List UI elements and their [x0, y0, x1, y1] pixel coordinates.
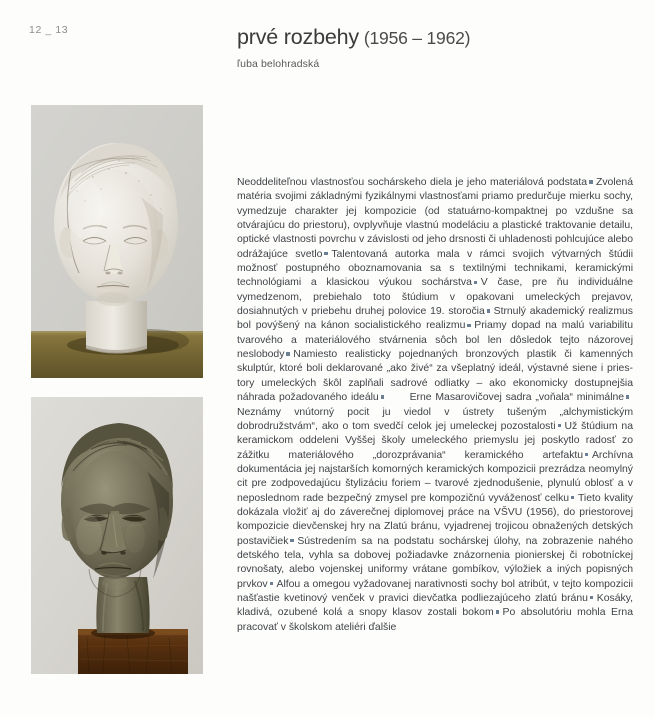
figure-bronze-head [31, 397, 203, 674]
sentence-separator-icon [487, 309, 490, 312]
sentence-separator-icon [381, 395, 384, 398]
sentence: Neoddeliteľnou vlastnosťou sochárskeho diela je jeho materiálová podstata [237, 177, 588, 188]
chapter-title-line [237, 27, 637, 49]
sentence: Sústredením sa na podstatu sochárskej úlohy, na zobrazenie nahého detského tela, vyhla sa dobovej požiadavke znázornenia pionierskej či robotníckej rovnošaty, alebo vojenskej uniformy vrátane gombíkov, výložiek a iných popisných prvkov [237, 535, 633, 590]
sentence: Alfou a omegou vyžadovanej narativnosti sochy bol atribút, v tejto kompozicii našťastie kvetinový venček v pravici dievčatka podliezajúceho zlatú bránu [237, 578, 633, 604]
chapter-author: ľuba belohradská [237, 57, 320, 70]
sentence-separator-icon [496, 610, 499, 613]
sentence: Namiesto realisticky pojednaných bronzových plastik či kamenných skulptúr, ktoré boli deklarované „ako živé“ za všeplatný ideál, výstavné siene i priestory umeleckých škôl zaplňali sadrové odliatky – ako ekonomicky dostupnejšia náhrada požadovaného ideálu [237, 349, 633, 404]
sentence-separator-icon [474, 281, 477, 284]
sentence: Po absolutóriu mohla Erna pracovať v školskom ateliéri ďalšie [237, 607, 633, 633]
page-header [237, 27, 637, 70]
chapter-years: (1956 – 1962) [363, 28, 471, 48]
sentence: Zvolená matéria svojimi základnými fyzikálnymi vlastnosťami priamo predurčuje mierku sochy, vymedzuje charakter jej kompozicie (od statuárno-kompaktnej po vzdušne sa otvárajúcu do priestoru), ovplyvňuje vlastnú modeláciu a plastické traktovanie detailu, optické vlastnosti povrchu v závislosti od jeho drsnosti či uhladenosti pohlcujúce alebo odrážajúce svetlo [237, 177, 633, 260]
sentence-separator-icon [467, 324, 470, 327]
sentence: Strnulý akademický realizmus bol povýšený na kánon socialistického realizmu [237, 306, 634, 332]
sentence: V čase, pre ňu individuálne vymedzenom, prebiehalo toto štúdium v opakovani umeleckých prejavov, dosiahnutých v priebehu druhej polovice 19. storočia [237, 277, 634, 318]
sentence-separator-icon [571, 496, 574, 499]
sentence: Talentovaná autorka mala v rámci svojich výtvarných štúdii možnosť postupného oboznamovania sa s textilnými technikami, keramickými technológiami a klasickou výukou sochárstva [237, 248, 633, 289]
sentence: Kosáky, kladivá, ozubené kolá a snopy klasov zostali bokom [237, 592, 633, 619]
sentence-separator-icon [589, 180, 592, 183]
sentence: Priamy dopad na malú variabilitu tvarového a materiálového stvárnenia sôch bol len dôsledok tejto názorovej neslobody [237, 320, 634, 361]
sentence-separator-icon [270, 582, 273, 585]
paragraph-1 [237, 177, 633, 403]
page-folio: 12 _ 13 [29, 24, 69, 36]
sentence-separator-icon [585, 453, 588, 456]
sentence: Erne Masarovičovej sadra „voňala“ minimálne [409, 392, 625, 404]
body-text [237, 176, 633, 635]
sentence: Archívna dokumentácia jej najstarších komorných keramických kompozicii prezrádza neomylný cit pre zodpovedajúcu štylizáciu foriem – tvarové zjednodušenie, plynulú oblosť a v neposlednom rade bezpečný zmysel pre kompozičnú vyváženosť celku [237, 449, 633, 504]
chapter-title: prvé rozbehy [237, 25, 359, 49]
sentence-separator-icon [590, 596, 593, 599]
sentence: Tieto kvality dokázala vložiť aj do záverečnej diplomovej práce na VŠVU (1956), do priestorovej kompozicie dievčenskej hry na Zlatú bránu, vyjadrenej trojicou obnažených detských postavičiek [237, 492, 633, 547]
sentence-separator-icon [558, 424, 561, 427]
sentence-separator-icon [290, 539, 293, 542]
sentence: Neznámy vnútorný pocit ju viedol v ústrety tušeným „alchymistickým dobrodružstvám“, ako o tom svedčí celok jej umeleckej pozostalosti [237, 406, 633, 432]
plaster-head-sculpture-image [31, 105, 203, 378]
figure-plaster-head [31, 105, 203, 378]
sentence-separator-icon [324, 252, 327, 255]
sentence: Už štúdium na keramickom oddeleni Vyššej školy umeleckého priemyslu jej poskytlo radosť zo zážitku materiálového „dorozprávania“ keramického artefaktu [237, 420, 633, 461]
sentence-separator-icon [286, 352, 289, 355]
sentence-separator-icon [626, 395, 629, 398]
paragraph-2 [237, 392, 633, 633]
bronze-head-sculpture-image [31, 397, 203, 674]
